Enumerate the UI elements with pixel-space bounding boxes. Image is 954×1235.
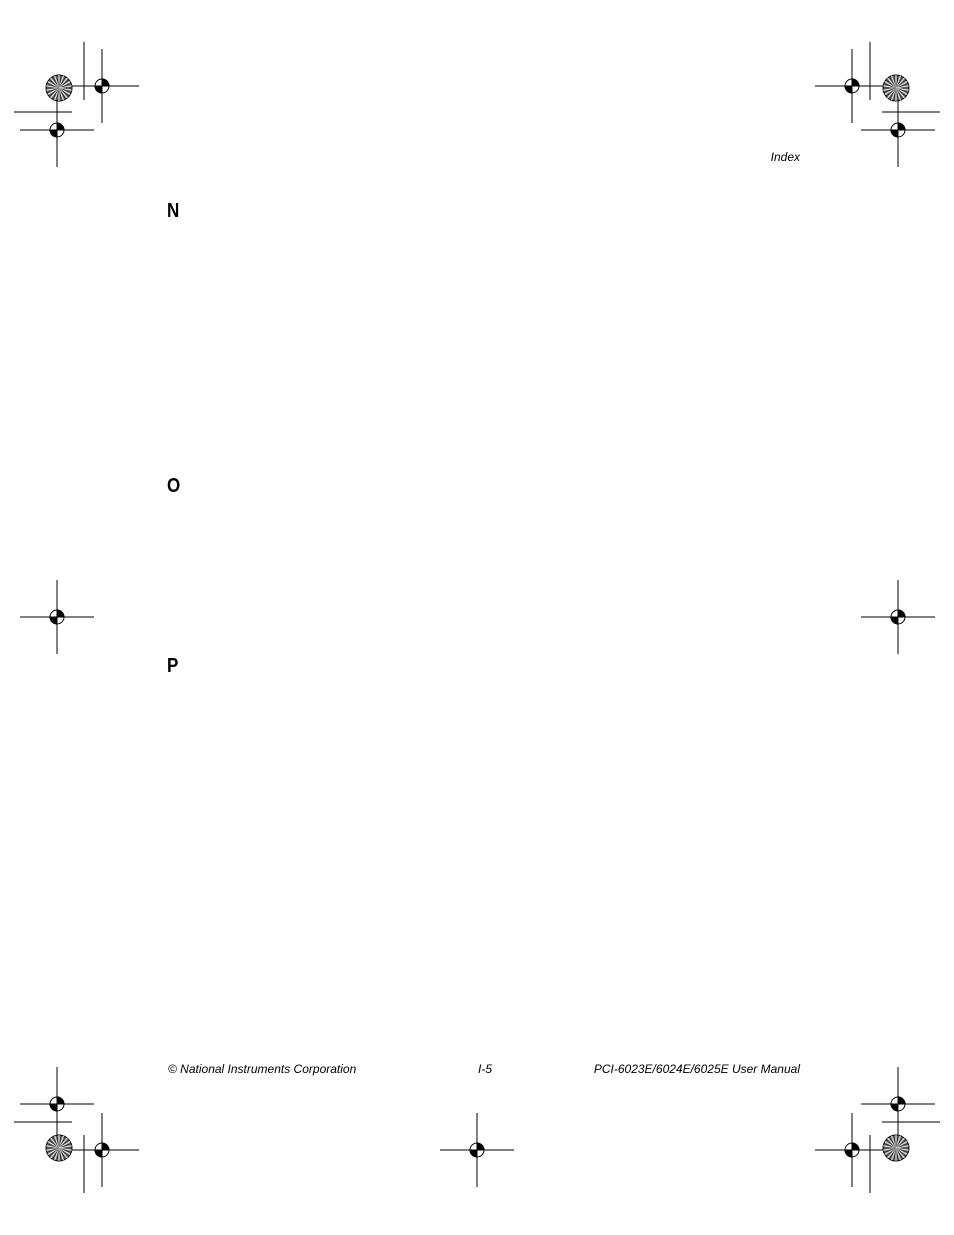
- crosshair-registration-icon: [861, 580, 935, 654]
- starburst-target-icon: [883, 1135, 909, 1161]
- starburst-target-icon: [883, 75, 909, 101]
- crosshair-registration-icon: [440, 1113, 514, 1187]
- section-letter-o: O: [167, 475, 181, 497]
- footer-page-number: I-5: [478, 1062, 493, 1076]
- section-letter-n: N: [167, 200, 180, 222]
- crosshair-registration-icon: [20, 580, 94, 654]
- footer-copyright: © National Instruments Corporation: [168, 1062, 357, 1076]
- crosshair-registration-icon: [815, 1113, 889, 1187]
- section-letter-p: P: [167, 655, 179, 677]
- running-head: Index: [770, 150, 800, 164]
- crosshair-registration-icon: [20, 1067, 94, 1141]
- crosshair-registration-icon: [861, 93, 935, 167]
- crosshair-registration-icon: [65, 1113, 139, 1187]
- crosshair-registration-icon: [861, 1067, 935, 1141]
- footer-manual-title: PCI-6023E/6024E/6025E User Manual: [593, 1062, 800, 1076]
- starburst-target-icon: [46, 75, 72, 101]
- crosshair-registration-icon: [20, 93, 94, 167]
- starburst-target-icon: [46, 1135, 72, 1161]
- crosshair-registration-icon: [815, 49, 889, 123]
- crosshair-registration-icon: [65, 49, 139, 123]
